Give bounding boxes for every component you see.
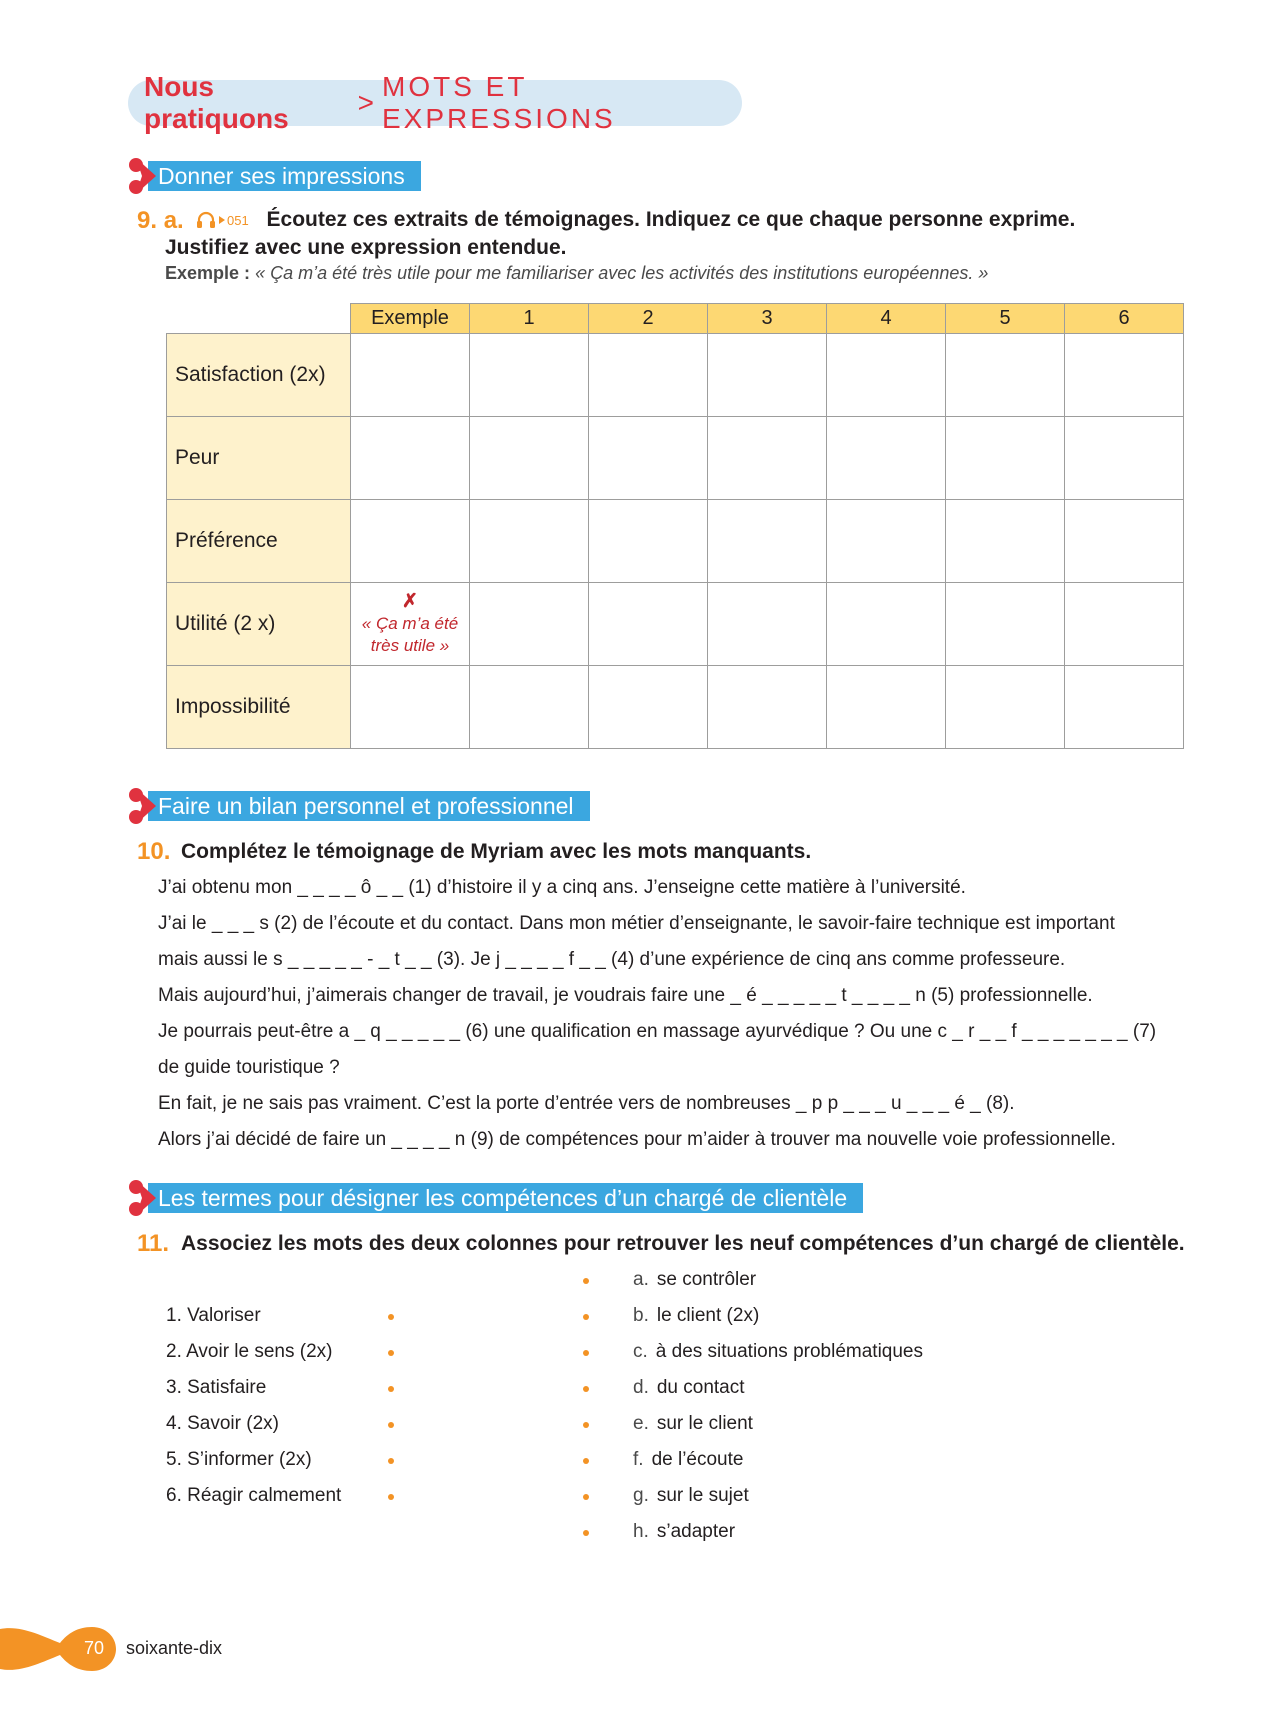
left-list-item: 6. Réagir calmement (166, 1485, 342, 1506)
match-dot-left[interactable] (388, 1386, 394, 1392)
example-cell-line: très utile » (370, 636, 450, 655)
left-list-item: 5. S’informer (2x) (166, 1449, 312, 1470)
grid-cell[interactable] (946, 417, 1065, 500)
grid-cell[interactable] (1065, 583, 1184, 666)
match-dot-left[interactable] (388, 1350, 394, 1356)
row-header: Utilité (2 x) (167, 583, 351, 666)
grid-cell[interactable] (827, 417, 946, 500)
grid-cell[interactable] (946, 666, 1065, 749)
page-number: 70 (84, 1638, 105, 1658)
right-list-item: f. de l’écoute (633, 1449, 744, 1470)
grid-cell[interactable] (708, 666, 827, 749)
exercise-instruction-cont: Justifiez avec une expression entendue. (165, 236, 567, 259)
grid-cell[interactable] (470, 334, 589, 417)
row-header: Préférence (167, 500, 351, 583)
match-dot-left[interactable] (388, 1422, 394, 1428)
grid-cell[interactable] (946, 583, 1065, 666)
header-subtitle: MOTS ET EXPRESSIONS (382, 71, 616, 134)
row-header: Impossibilité (167, 666, 351, 749)
match-dot-left[interactable] (388, 1494, 394, 1500)
text-line: J’ai le _ _ _ s (2) de l’écoute et du contact. Dans mon métier d’enseignante, le savoir-faire technique est important (158, 913, 1115, 934)
column-header: 2 (589, 304, 708, 334)
section-marker-icon (126, 786, 160, 826)
grid-cell[interactable] (1065, 417, 1184, 500)
match-dot-right[interactable] (583, 1422, 589, 1428)
page-number-words: soixante-dix (126, 1638, 223, 1658)
right-list-item: b. le client (2x) (633, 1305, 760, 1326)
grid-cell[interactable] (827, 666, 946, 749)
section-title: Les termes pour désigner les compétences d’un chargé de clientèle (148, 1183, 863, 1213)
match-dot-right[interactable] (583, 1458, 589, 1464)
play-icon (218, 215, 226, 225)
grid-cell[interactable] (708, 583, 827, 666)
grid-row (167, 666, 1184, 749)
right-list-item: h. s’adapter (633, 1521, 736, 1542)
left-list-item: 1. Valoriser (166, 1305, 261, 1326)
grid-cell[interactable] (1065, 666, 1184, 749)
section-title: Faire un bilan personnel et professionnel (148, 791, 590, 821)
page-header (128, 71, 742, 134)
match-dot-right[interactable] (583, 1386, 589, 1392)
grid-row (167, 583, 1184, 666)
grid-cell[interactable] (589, 666, 708, 749)
right-list-item: g. sur le sujet (633, 1485, 749, 1506)
grid-cell[interactable] (708, 417, 827, 500)
grid-cell[interactable] (1065, 334, 1184, 417)
grid-row (167, 417, 1184, 500)
match-dot-right[interactable] (583, 1494, 589, 1500)
right-list-item: a. se contrôler (633, 1269, 757, 1290)
text-line: mais aussi le s _ _ _ _ _ - _ t _ _ (3). Je j _ _ _ _ f _ _ (4) d’une expérience de cinq ans comme professeure. (158, 949, 1066, 970)
text-line: Mais aujourd’hui, j’aimerais changer de travail, je voudrais faire une _ é _ _ _ _ _ t _ _ _ _ n (5) professionnelle. (158, 985, 1093, 1006)
column-header: 1 (470, 304, 589, 334)
text-line: Alors j’ai décidé de faire un _ _ _ _ n (9) de compétences pour m’aider à trouver ma nouvelle voie professionnelle. (158, 1129, 1116, 1150)
section-title: Donner ses impressions (148, 161, 421, 191)
exercise-instruction: Complétez le témoignage de Myriam avec les mots manquants. (181, 840, 812, 863)
match-dot-right[interactable] (583, 1314, 589, 1320)
grid-cell[interactable] (708, 334, 827, 417)
grid-cell[interactable] (708, 500, 827, 583)
grid-cell[interactable] (589, 583, 708, 666)
grid-cell[interactable] (589, 417, 708, 500)
left-list-item: 3. Satisfaire (166, 1377, 267, 1398)
text-line: Je pourrais peut-être a _ q _ _ _ _ _ (6) une qualification en massage ayurvédique ? Ou une c _ r _ _ f _ _ _ _ _ _ _ (7) (158, 1021, 1157, 1042)
audio-track[interactable]: 051 (196, 211, 249, 229)
grid-row (167, 500, 1184, 583)
example-cell (351, 583, 470, 666)
right-list-item: c. à des situations problématiques (633, 1341, 923, 1362)
match-dot-left[interactable] (388, 1314, 394, 1320)
match-dot-left[interactable] (388, 1458, 394, 1464)
header-title: Nous pratiquons (144, 71, 289, 134)
match-dot-right[interactable] (583, 1278, 589, 1284)
right-list-item: d. du contact (633, 1377, 745, 1398)
grid-cell[interactable] (946, 500, 1065, 583)
grid-cell[interactable] (351, 500, 470, 583)
column-header: 5 (946, 304, 1065, 334)
grid-cell[interactable] (470, 500, 589, 583)
example-cell-line: « Ça m’a été (361, 614, 459, 633)
text-line: En fait, je ne sais pas vraiment. C’est la porte d’entrée vers de nombreuses _ p p _ _ _ u _ _ _ é _ (8). (158, 1093, 1015, 1114)
match-dot-right[interactable] (583, 1530, 589, 1536)
grid-cell[interactable] (470, 417, 589, 500)
section-banner-bilan (126, 790, 590, 822)
text-line: J’ai obtenu mon _ _ _ _ ô _ _ (1) d’histoire il y a cinq ans. J’enseigne cette matière à l’université. (158, 877, 966, 898)
grid-cell[interactable] (827, 583, 946, 666)
text-line: de guide touristique ? (158, 1057, 340, 1078)
exercise-number: 10. (137, 838, 171, 865)
match-dot-right[interactable] (583, 1350, 589, 1356)
cross-mark: ✗ (402, 591, 418, 612)
grid-cell[interactable] (1065, 500, 1184, 583)
grid-corner (167, 304, 351, 334)
answer-grid (166, 303, 1184, 749)
column-header: 4 (827, 304, 946, 334)
left-list-item: 4. Savoir (2x) (166, 1413, 279, 1434)
exercise-instruction: 051 Écoutez ces extraits de témoignages. Indiquez ce que chaque personne exprime. (190, 208, 1075, 232)
row-header: Peur (167, 417, 351, 500)
grid-row (167, 334, 1184, 417)
exercise-number: 9. a. (137, 207, 184, 234)
headphones-icon (196, 211, 216, 229)
section-banner-termes (126, 1182, 863, 1214)
grid-cell[interactable] (351, 417, 470, 500)
column-header: 6 (1065, 304, 1184, 334)
exercise-number: 11. (137, 1230, 170, 1257)
grid-cell[interactable] (946, 334, 1065, 417)
column-header: 3 (708, 304, 827, 334)
grid-cell[interactable] (827, 500, 946, 583)
left-list-item: 2. Avoir le sens (2x) (166, 1341, 333, 1362)
column-header: Exemple (351, 304, 470, 334)
section-marker-icon (126, 156, 160, 196)
grid-cell[interactable] (589, 334, 708, 417)
grid-cell[interactable] (351, 666, 470, 749)
right-list-item: e. sur le client (633, 1413, 753, 1434)
grid-cell[interactable] (470, 666, 589, 749)
section-marker-icon (126, 1178, 160, 1218)
grid-cell[interactable] (589, 500, 708, 583)
grid-cell[interactable] (827, 334, 946, 417)
example-line: Exemple : « Ça m’a été très utile pour me familiariser avec les activités des institutions européennes. » (165, 263, 989, 283)
row-header: Satisfaction (2x) (167, 334, 351, 417)
exercise-instruction: Associez les mots des deux colonnes pour retrouver les neuf compétences d’un chargé de clientèle. (181, 1232, 1185, 1255)
section-banner-impressions (126, 160, 421, 192)
grid-cell[interactable] (470, 583, 589, 666)
header-separator: > (357, 87, 374, 118)
grid-cell[interactable] (351, 334, 470, 417)
grid-header-row (167, 304, 1184, 334)
